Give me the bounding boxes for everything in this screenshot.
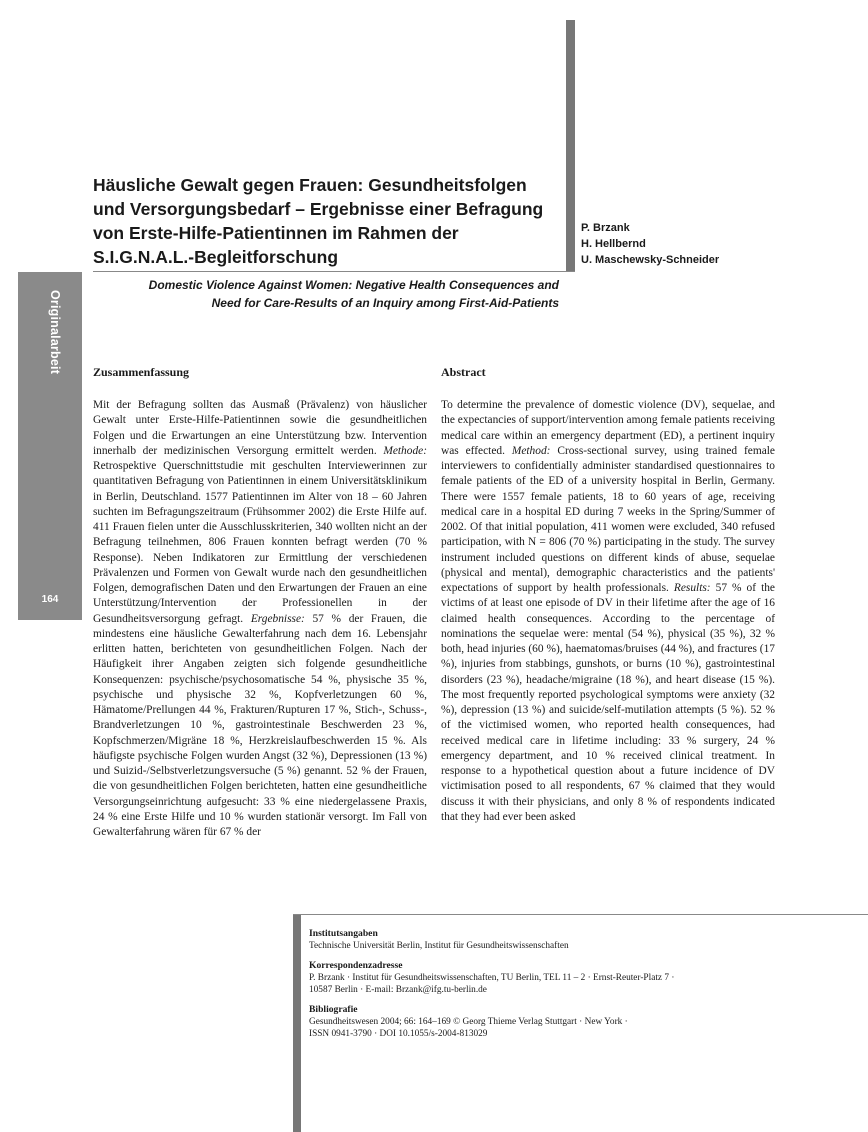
- author: H. Hellbernd: [581, 238, 646, 250]
- english-title: [93, 276, 559, 312]
- correspondence-address: P. Brzank · Institut für Gesundheitswissenschaften, TU Berlin, TEL 11 – 2 · Ernst-Reuter-Platz 7 ·: [309, 973, 675, 983]
- method-label: Method:: [511, 444, 551, 457]
- abstract-heading: Abstract: [441, 365, 486, 379]
- bibliography-block: [309, 1004, 849, 1040]
- title-rule: [93, 271, 575, 272]
- author: P. Brzank: [581, 222, 630, 234]
- info-rule: [293, 914, 868, 915]
- abstract-text: [441, 398, 775, 825]
- author-list: [581, 220, 719, 268]
- bibliography-issn-doi: ISSN 0941-3790 · DOI 10.1055/s-2004-813029: [309, 1029, 488, 1039]
- section-label: Originalarbeit: [48, 290, 62, 375]
- english-title-line: Domestic Violence Against Women: Negative Health Consequences and: [148, 278, 559, 292]
- correspondence-block: [309, 960, 849, 996]
- correspondence-heading: Korrespondenzadresse: [309, 960, 403, 971]
- results-label: Ergebnisse:: [250, 612, 305, 625]
- institution-text: Technische Universität Berlin, Institut für Gesundheitswissenschaften: [309, 941, 569, 951]
- bottom-decorative-bar: [293, 915, 301, 1132]
- abstract-column: [441, 364, 775, 825]
- top-decorative-bar: [566, 20, 575, 272]
- title-line: Häusliche Gewalt gegen Frauen: Gesundheitsfolgen: [93, 175, 527, 195]
- zusammenfassung-intro: Mit der Befragung sollten das Ausmaß (Prävalenz) von häuslicher Gewalt unter Erste-Hilfe-Patientinnen sowie die gesundheitlichen Folgen und die Erwartungen an eine Unterstützung bzw. Intervention innerhalb der medizinischen Versorgung ermittelt werden.: [93, 399, 427, 457]
- zusammenfassung-results: 57 % der Frauen, die mindestens eine häusliche Gewalterfahrung nach dem 16. Lebensjahr erlitten hatten, berichteten von gesundheitlichen Folgen. Nach der Häufigkeit ihrer Angaben zeigten sich folgende gesundheitliche Konsequenzen: psychische/psychosomatische 54 %, physische 35 %, psychische und physische 32 %, Kopfverletzungen 60 %, Hämatome/Prellungen 44 %, Frakturen/Rupturen 17 %, Stich-, Schuss-, Brandverletzungen 10 %, gastrointestinale Beschwerden 23 %, Kopfschmerzen/Migräne 18 %, Herzkreislaufbeschwerden 15 %. Als häufigste psychische Folgen wurden Angst (32 %), Depressionen (13 %) und Suizid-/Selbstverletzungsversuche (5 %) genannt. 52 % der Frauen, die von gesundheitlichen Folgen berichteten, hatten eine gesundheitliche Versorgungseinrichtung aufgesucht: 33 % eine niedergelassene Praxis, 24 % eine Erste Hilfe und 10 % wurden stationär versorgt. Im Fall von Gewalterfahrung wären für 67 % der: [93, 612, 427, 838]
- abstract-method: Cross-sectional survey, using trained female interviewers to confidentially administer standardised questionnaires to female patients of the ED of a university hospital in Berlin, Germany. There were 1557 female patients, 18 to 60 years of age, receiving medical care in a hospital ED during 7 weeks in the Spring/Summer of 2002. Of that initial population, 411 women were excluded, 340 refused participation, with N = 806 (70 %) participating in the study. The survey instrument included questions on different kinds of abuse, sequelae (physical and mental), demographic characteristics and the patients' expectations of support by health professionals.: [441, 444, 775, 594]
- title-line: und Versorgungsbedarf – Ergebnisse einer Befragung: [93, 199, 544, 219]
- page-number: 164: [41, 594, 59, 605]
- english-title-line: Need for Care-Results of an Inquiry among First-Aid-Patients: [211, 296, 559, 310]
- abstract-intro: To determine the prevalence of domestic violence (DV), sequelae, and the expectancies of support/intervention among female patients receiving medical care within an emergency department (ED), a pertinent inquiry was effected.: [441, 399, 775, 457]
- correspondence-email: 10587 Berlin · E-mail: Brzank@ifg.tu-berlin.de: [309, 985, 487, 995]
- method-label: Methode:: [383, 444, 427, 457]
- abstract-results: 57 % of the victims of at least one episode of DV in their lifetime after the age of 16 claimed health consequences. According to the percentage of nominations the sequelae were: mental (54 %), physical (35 %), 32 % both, head injuries (60 %), haematomas/bruises (44 %), and fractures (17 %), injuries from stabbings, gunshots, or burns (10 %), gastrointestinal disorders (23 %), headache/migraine (18 %), and heart disease (15 %). The most frequently reported psychological symptoms were anxiety (32 %), depression (13 %) and suicide/self-mutilation attempts (5 %). 52 % of the victimised women, who reported health consequences, had received medical care in lifetime including: 33 % surgery, 24 % emergency department, and 10 % received clinical treatment. In response to a hypothetical question about a future incidence of DV victimisation posed to all respondents, 67 % claimed that they would discuss it with their physicians, and only 8 % of respondents indicated that they had ever been asked: [441, 582, 775, 823]
- title-line: S.I.G.N.A.L.-Begleitforschung: [93, 247, 339, 267]
- article-info: [309, 928, 849, 1048]
- article-title: [93, 173, 555, 269]
- zusammenfassung-column: [93, 364, 427, 840]
- title-line: von Erste-Hilfe-Patientinnen im Rahmen der: [93, 223, 459, 243]
- author: U. Maschewsky-Schneider: [581, 254, 720, 266]
- zusammenfassung-text: [93, 398, 427, 840]
- institution-heading: Institutsangaben: [309, 928, 378, 939]
- bibliography-citation: Gesundheitswesen 2004; 66: 164–169 © Georg Thieme Verlag Stuttgart · New York ·: [309, 1017, 628, 1027]
- results-label: Results:: [673, 582, 711, 594]
- zusammenfassung-method: Retrospektive Querschnittstudie mit geschulten Interviewerinnen zur quantitativen Befragung von Patientinnen in einem Universitätsklinikum in Berlin, Deutschland. 1577 Patientinnen im Alter von 18 – 60 Jahren suchten im Befragungszeitraum (Frühsommer 2002) die Erste Hilfe auf. 411 Frauen fielen unter die Ausschlusskriterien, 340 wollten nicht an der Befragung teilnehmen, 806 Frauen konnten befragt werden (70 % Response). Neben Indikatoren zur Ermittlung der verschiedenen Prävalenzen und Formen von Gewalt wurde nach den gesundheitlichen Folgen, demografischen Daten und den Erwartungen der Frauen an eine Unterstützung/Intervention der Professionellen in der Gesundheitsversorgung gefragt.: [93, 460, 427, 625]
- bibliography-heading: Bibliografie: [309, 1004, 358, 1015]
- institution-block: [309, 928, 849, 952]
- zusammenfassung-heading: Zusammenfassung: [93, 365, 190, 379]
- section-sidebar: [18, 272, 82, 620]
